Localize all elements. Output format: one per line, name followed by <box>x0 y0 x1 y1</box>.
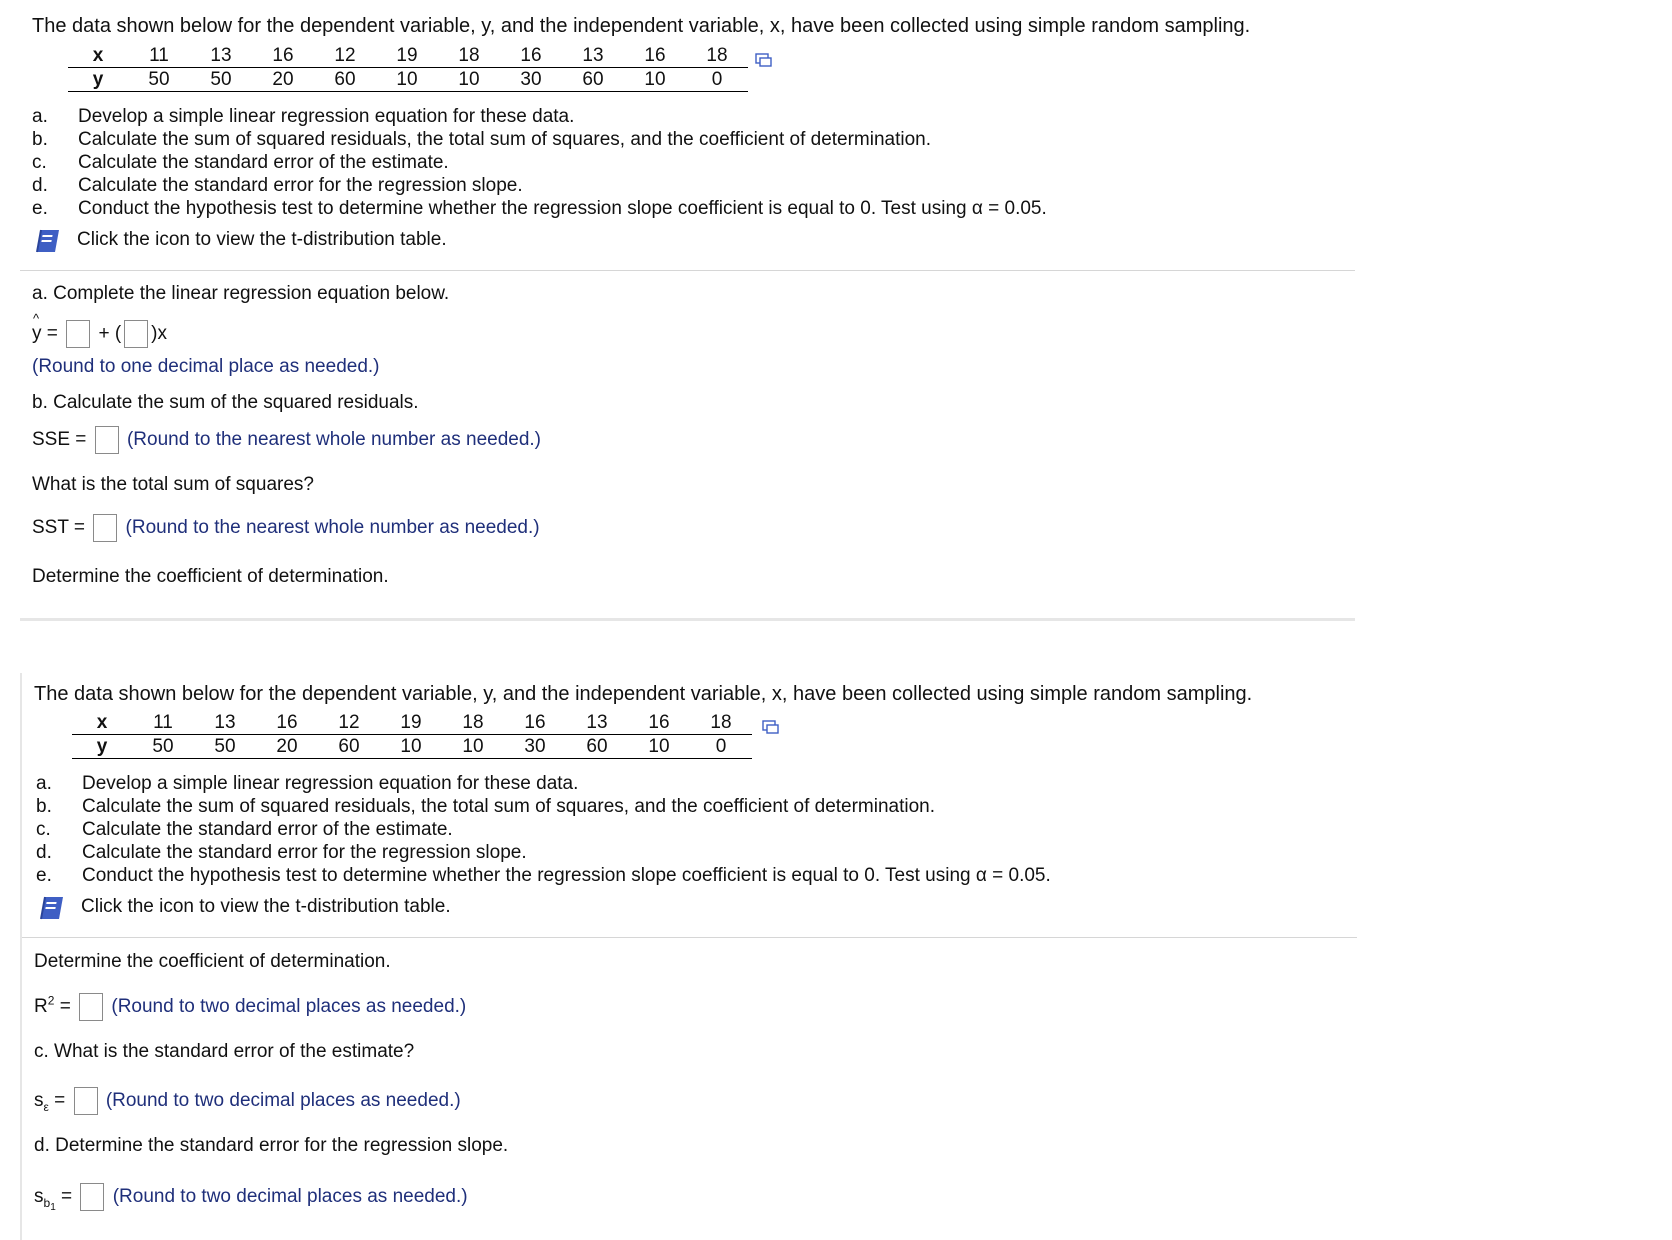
y-value: 10 <box>628 735 690 759</box>
copy-data-icon[interactable] <box>755 53 772 67</box>
y-value: 10 <box>624 68 686 92</box>
x-value: 18 <box>690 711 752 735</box>
y-row <box>68 68 748 92</box>
x-value: 18 <box>686 44 748 68</box>
x-value: 12 <box>318 711 380 735</box>
x-value: 16 <box>504 711 566 735</box>
y-header: y <box>72 735 132 759</box>
data-table <box>72 711 752 759</box>
x-value: 19 <box>380 711 442 735</box>
data-table <box>68 44 748 92</box>
y-value: 50 <box>194 735 256 759</box>
part-b-prompt: b. Calculate the sum of the squared residuals. <box>32 392 419 413</box>
intercept-input[interactable] <box>66 320 90 348</box>
se-input[interactable] <box>74 1087 98 1115</box>
sse-input[interactable] <box>95 426 119 454</box>
x-value: 12 <box>314 44 376 68</box>
sst-prompt: What is the total sum of squares? <box>32 474 314 495</box>
x-value: 16 <box>500 44 562 68</box>
y-row <box>72 735 752 759</box>
x-value: 13 <box>566 711 628 735</box>
y-value: 20 <box>256 735 318 759</box>
r2-input[interactable] <box>79 993 103 1021</box>
y-value: 50 <box>128 68 190 92</box>
part-a-prompt: a. Complete the linear regression equation below. <box>32 283 450 304</box>
y-value: 60 <box>562 68 624 92</box>
r2-row: $R^2$ = (Round to two decimal places as needed.) <box>34 993 466 1021</box>
y-hat-symbol: ^ y <box>32 311 42 345</box>
se-row: $s_\varepsilon$ = (Round to two decimal places as needed.) <box>34 1087 461 1115</box>
y-value: 10 <box>380 735 442 759</box>
x-value: 16 <box>624 44 686 68</box>
x-value: 16 <box>628 711 690 735</box>
y-value: 30 <box>504 735 566 759</box>
question-panel-top: The data shown below for the dependent variable, y, and the independent variable, x, have been collected using simple random sampling. x 11 13 16 12 19 18 16 13 16 18 y 50 50 20 60 10 10 30 60 10 0 a. Develop a simple linear regression equation for these data. b. Calculate the sum of squared residuals, the total sum of squares, and the coefficient of determination. c. Calculate the standard error of the estimate. d. Calculate the standard error for the regression slope. e. Conduct the hypothesis test to determine whether the regression slope coefficient is equal to 0. Test using α = 0.05. Click the icon to view the t-distribution table. a. Complete the linear regression equation below. ^ y = + ( )x (Round to one decimal place as needed.) b. Calculate the sum of the squared residuals. SSE = (Round to the nearest whole number as needed.) What is the total sum of squares? SST = (Round to the nearest whole number as needed.) Determine the coefficient of determination. <box>20 0 1355 621</box>
x-value: 11 <box>128 44 190 68</box>
x-value: 13 <box>194 711 256 735</box>
x-value: 16 <box>256 711 318 735</box>
slope-input[interactable] <box>124 320 148 348</box>
x-value: 11 <box>132 711 194 735</box>
x-header: x <box>68 44 128 68</box>
sst-row: SST = (Round to the nearest whole number as needed.) <box>32 514 540 542</box>
r2-prompt: Determine the coefficient of determination. <box>32 566 389 587</box>
part-d-prompt: d. Determine the standard error for the regression slope. <box>34 1135 509 1156</box>
x-value: 13 <box>562 44 624 68</box>
y-value: 10 <box>442 735 504 759</box>
y-value: 60 <box>314 68 376 92</box>
problem-intro: The data shown below for the dependent variable, y, and the independent variable, x, have been collected using simple random sampling. <box>32 15 1251 37</box>
r2-prompt: Determine the coefficient of determination. <box>34 951 391 972</box>
x-value: 19 <box>376 44 438 68</box>
x-value: 18 <box>438 44 500 68</box>
part-c-prompt: c. What is the standard error of the estimate? <box>34 1041 415 1062</box>
section-divider <box>22 937 1357 938</box>
y-value: 30 <box>500 68 562 92</box>
y-header: y <box>68 68 128 92</box>
x-value: 18 <box>442 711 504 735</box>
x-value: 13 <box>190 44 252 68</box>
y-value: 50 <box>190 68 252 92</box>
book-icon[interactable] <box>38 894 66 922</box>
sb-row: $s_{b1}$ = (Round to two decimal places as needed.) <box>34 1183 468 1213</box>
x-value: 16 <box>252 44 314 68</box>
x-row <box>72 711 752 735</box>
y-value: 60 <box>566 735 628 759</box>
part-a-hint: (Round to one decimal place as needed.) <box>32 356 380 377</box>
copy-data-icon[interactable] <box>762 720 779 734</box>
x-row <box>68 44 748 68</box>
y-value: 60 <box>318 735 380 759</box>
x-header: x <box>72 711 132 735</box>
section-divider <box>20 270 1355 271</box>
problem-intro: The data shown below for the dependent variable, y, and the independent variable, x, have been collected using simple random sampling. <box>34 683 1253 705</box>
sb-input[interactable] <box>80 1183 104 1211</box>
regression-equation: ^ y = + ( )x <box>32 320 167 348</box>
y-value: 50 <box>132 735 194 759</box>
y-value: 10 <box>438 68 500 92</box>
question-panel-bottom: The data shown below for the dependent variable, y, and the independent variable, x, have been collected using simple random sampling. x 11 13 16 12 19 18 16 13 16 18 y 50 50 20 60 10 10 30 60 10 0 a. Develop a simple linear regression equation for these data. b. Calculate the sum of squared residuals, the total sum of squares, and the coefficient of determination. c. Calculate the standard error of the estimate. d. Calculate the standard error for the regression slope. e. Conduct the hypothesis test to determine whether the regression slope coefficient is equal to 0. Test using α = 0.05. Click the icon to view the t-distribution table. Determine the coefficient of determination. $R^2$ = (Round to two decimal places as needed.) c. What is the standard error of the estimate? $s_\varepsilon$ = (Round to two decimal places as needed.) d. Determine the standard error for the regression slope. $s_{b1}$ = (Round to two decimal places as needed.) <box>20 673 1357 1240</box>
y-value: 0 <box>686 68 748 92</box>
sse-row: SSE = (Round to the nearest whole number as needed.) <box>32 426 541 454</box>
sst-input[interactable] <box>93 514 117 542</box>
y-value: 20 <box>252 68 314 92</box>
y-value: 10 <box>376 68 438 92</box>
y-value: 0 <box>690 735 752 759</box>
book-icon[interactable] <box>34 227 62 255</box>
